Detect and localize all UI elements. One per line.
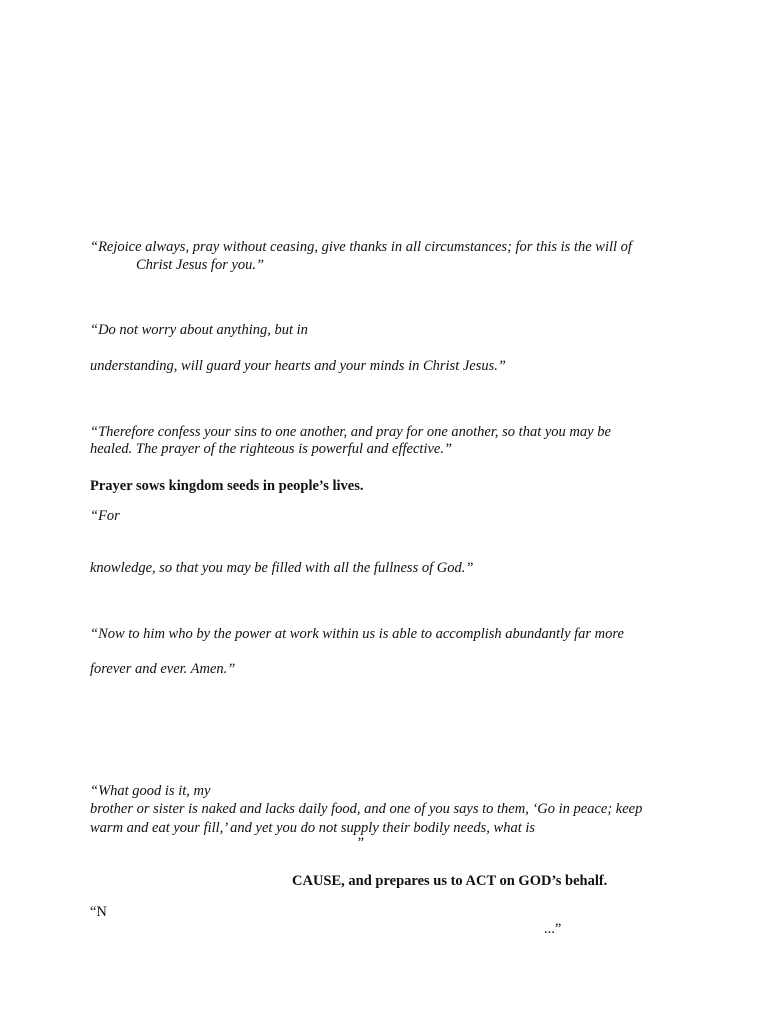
quote-now-line-2: forever and ever. Amen.” [90,661,236,677]
quote-worry-line-1: “Do not worry about anything, but in [90,322,308,338]
heading-kingdom-seeds: Prayer sows kingdom seeds in people’s lives. [90,478,364,494]
quote-rejoice-line-2: Christ Jesus for you.” [136,257,265,273]
quote-good-line-1: “What good is it, my [90,783,211,799]
quote-n-ellipsis: ...” [544,921,562,937]
quote-n-line-1: “N [90,904,107,920]
quote-for-line-1: “For [90,508,120,524]
heading-cause-act: CAUSE, and prepares us to ACT on GOD’s behalf. [292,873,608,889]
quote-rejoice-line-1: “Rejoice always, pray without ceasing, give thanks in all circumstances; for this is the will of [90,239,632,255]
quote-now-line-1: “Now to him who by the power at work within us is able to accomplish abundantly far more [90,626,624,642]
quote-confess-line-2: healed. The prayer of the righteous is powerful and effective.” [90,441,453,457]
quote-good-line-2: brother or sister is naked and lacks daily food, and one of you says to them, ‘Go in peace; keep [90,801,643,817]
quote-good-close-mark: ” [356,835,365,851]
quote-confess-line-1: “Therefore confess your sins to one another, and pray for one another, so that you may be [90,424,611,440]
quote-for-line-2: knowledge, so that you may be filled with all the fullness of God.” [90,560,474,576]
quote-worry-line-2: understanding, will guard your hearts and your minds in Christ Jesus.” [90,358,506,374]
quote-good-line-3: warm and eat your fill,’ and yet you do not supply their bodily needs, what is [90,820,536,836]
